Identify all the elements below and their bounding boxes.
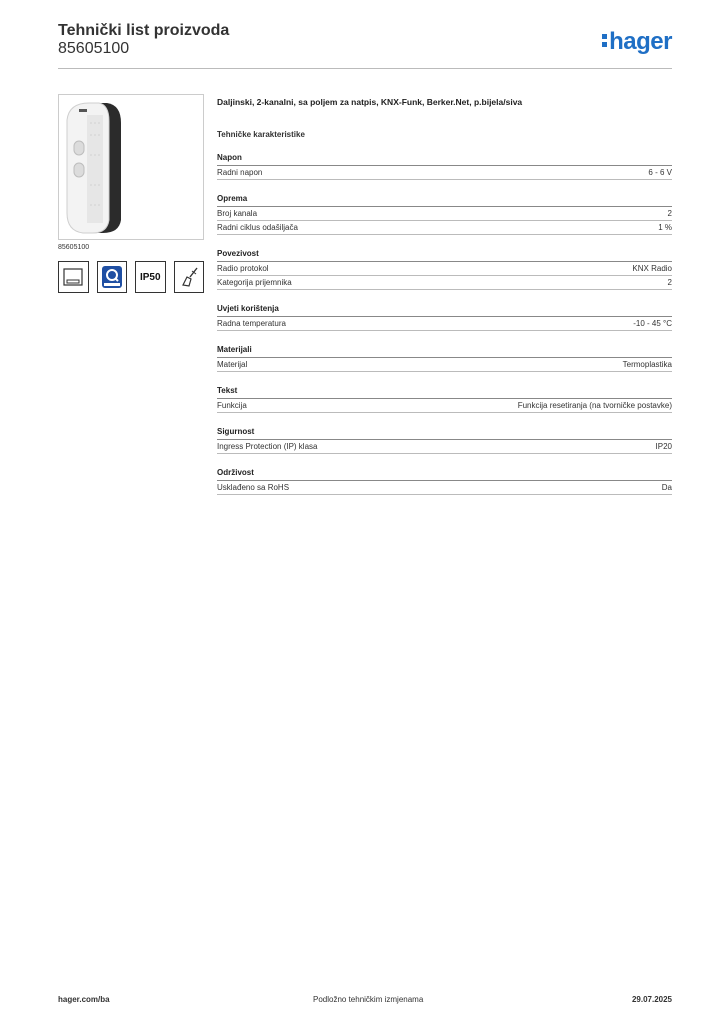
spec-row [217, 399, 672, 413]
spec-label: Usklađeno sa RoHS [217, 483, 290, 492]
image-caption: 85605100 [58, 244, 90, 251]
spec-group-title: Materijali [217, 344, 672, 358]
spec-row [217, 481, 672, 495]
spec-group-povezivost [217, 248, 672, 290]
logo-colon-icon [602, 33, 608, 49]
product-description: Daljinski, 2-kanalni, sa poljem za natpis, KNX-Funk, Berker.Net, p.bijela/siva [217, 97, 523, 107]
footer-note: Podložno tehničkim izmjenama [313, 995, 424, 1004]
spec-label: Radna temperatura [217, 319, 286, 328]
spec-row [217, 262, 672, 276]
spec-label: Materijal [217, 360, 248, 369]
product-image [58, 94, 204, 240]
surface-mount-icon [62, 266, 84, 288]
spec-label: Kategorija prijemnika [217, 278, 292, 287]
spec-row [217, 317, 672, 331]
spec-label: Radni ciklus odašiljača [217, 223, 298, 232]
spec-row [217, 358, 672, 372]
page-header [58, 22, 672, 70]
spec-row [217, 440, 672, 454]
spec-label: Funkcija [217, 401, 247, 410]
ip50-icon [135, 261, 166, 293]
spec-group-title: Oprema [217, 193, 672, 207]
spec-group-sigurnost [217, 426, 672, 454]
feature-icons [58, 261, 204, 293]
spec-group-title: Sigurnost [217, 426, 672, 440]
spec-value: Termoplastika [622, 360, 672, 369]
spec-value: Da [661, 483, 672, 492]
page-title: Tehnički list proizvoda [58, 22, 230, 39]
quicklink-icon [97, 261, 128, 293]
specs-heading: Tehničke karakteristike [217, 130, 305, 139]
spec-label: Radni napon [217, 168, 263, 177]
spec-label: Radio protokol [217, 264, 269, 273]
spec-row [217, 166, 672, 180]
spec-label: Broj kanala [217, 209, 258, 218]
website-link[interactable]: hager.com/ba [58, 995, 110, 1004]
spec-label: Ingress Protection (IP) klasa [217, 442, 318, 451]
spec-group-napon [217, 152, 672, 180]
quicklink-logo-icon [98, 263, 126, 291]
spec-group-materijali [217, 344, 672, 372]
remote-control-illustration [59, 95, 205, 241]
spec-row [217, 221, 672, 235]
spec-group-oprema [217, 193, 672, 235]
spec-value: 2 [667, 278, 672, 287]
spec-group-title: Povezivost [217, 248, 672, 262]
product-number: 85605100 [58, 40, 130, 57]
spec-row [217, 276, 672, 290]
spec-value: 1 % [658, 223, 672, 232]
spec-group-uvjeti [217, 303, 672, 331]
spec-group-title: Tekst [217, 385, 672, 399]
screwdriver-hand-icon [177, 265, 201, 289]
spec-group-title: Uvjeti korištenja [217, 303, 672, 317]
spec-group-title: Napon [217, 152, 672, 166]
product-media [58, 94, 204, 293]
tool-icon [174, 261, 205, 293]
hager-logo [602, 28, 672, 56]
spec-value: 2 [667, 209, 672, 218]
spec-value: -10 - 45 °C [633, 319, 672, 328]
ip50-label: IP50 [139, 271, 161, 283]
logo-text: hager [609, 28, 672, 55]
spec-value: 6 - 6 V [648, 168, 672, 177]
spec-group-odrzivost [217, 467, 672, 495]
specifications [217, 96, 672, 495]
spec-group-tekst [217, 385, 672, 413]
mounting-icon [58, 261, 89, 293]
spec-value: Funkcija resetiranja (na tvorničke postavke) [517, 401, 672, 410]
header-divider [58, 68, 672, 69]
spec-value: KNX Radio [632, 264, 672, 273]
spec-value: IP20 [655, 442, 672, 451]
spec-group-title: Održivost [217, 467, 672, 481]
spec-row [217, 207, 672, 221]
footer-date: 29.07.2025 [631, 995, 672, 1004]
